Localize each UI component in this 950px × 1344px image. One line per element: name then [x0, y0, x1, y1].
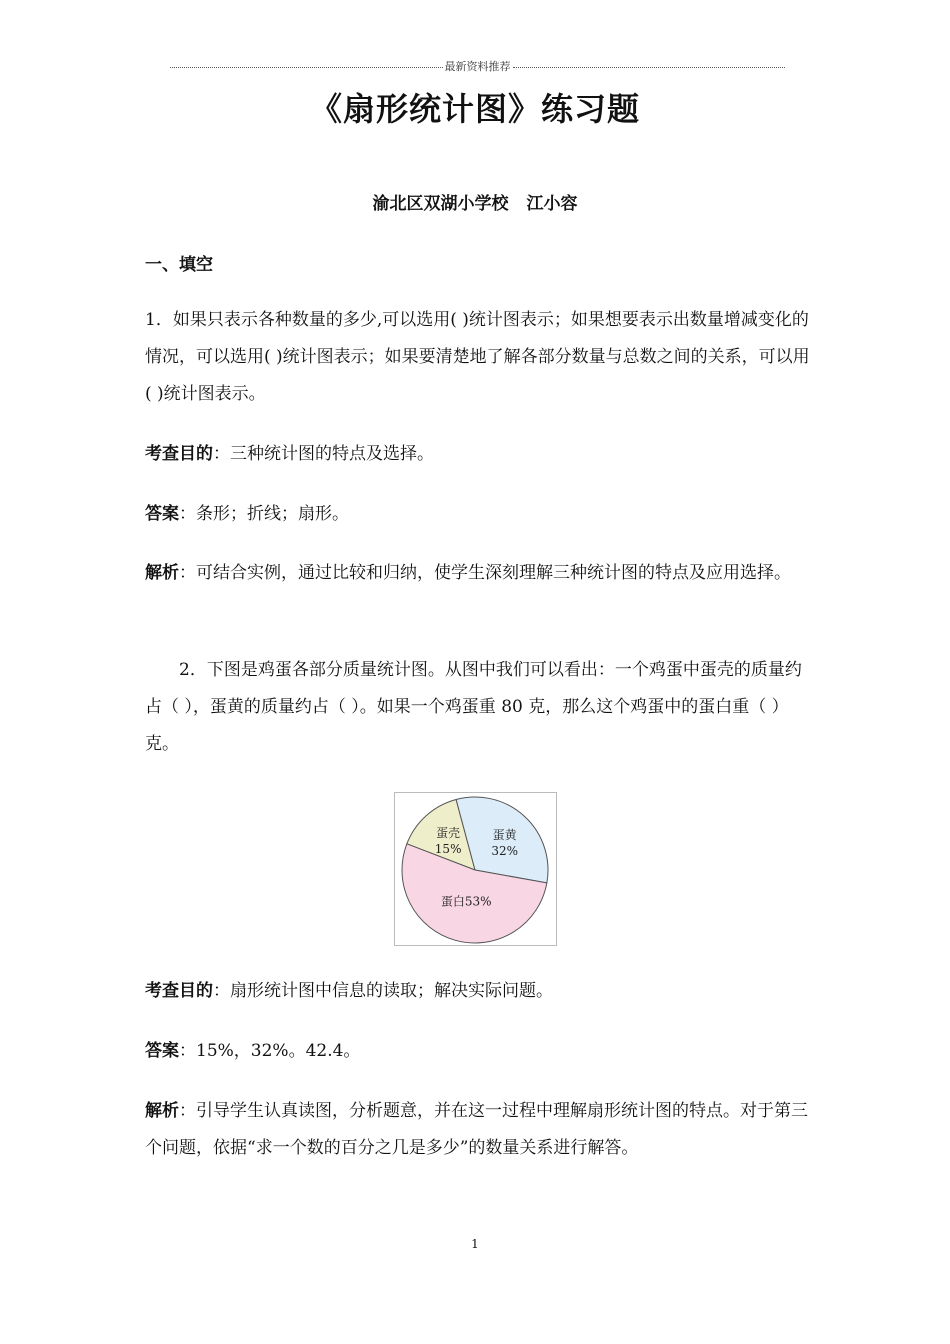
q2-answer — [145, 1033, 810, 1070]
pie-label-value-1: 15% — [434, 842, 462, 857]
q1-analysis-label: 解析 — [145, 563, 179, 583]
q1-answer — [145, 496, 810, 533]
author-line — [0, 189, 950, 214]
header-dots-left — [170, 67, 443, 68]
q2-answer-label: 答案 — [145, 1041, 179, 1061]
header-text: 最新资料推荐 — [444, 60, 511, 73]
pie-label-value-2: 32% — [491, 844, 519, 859]
pie-svg — [395, 793, 556, 945]
q2-answer-text: ：15%，32%。42.4。 — [179, 1041, 361, 1061]
q2-purpose-text: ：扇形统计图中信息的读取；解决实际问题。 — [213, 981, 553, 1001]
question-1: 1．如果只表示各种数量的多少,可以选用( )统计图表示；如果想要表示出数量增减变化的情况，可以选用( )统计图表示；如果要清楚地了解各部分数量与总数之间的关系，可以用( )统计图表示。 — [145, 310, 810, 404]
q2-analysis — [145, 1093, 810, 1167]
q1-purpose-text: ：三种统计图的特点及选择。 — [213, 444, 434, 464]
q2-analysis-label: 解析 — [145, 1101, 179, 1121]
q2-purpose — [145, 973, 810, 1010]
pie-label-name-1: 蛋壳 — [436, 826, 461, 841]
question-2: 2．下图是鸡蛋各部分质量统计图。从图中我们可以看出：一个鸡蛋中蛋壳的质量约占（ ），蛋黄的质量约占（ ）。如果一个鸡蛋重 80 克，那么这个鸡蛋中的蛋白重（ ）克。 — [145, 660, 802, 754]
author-name: 江小容 — [526, 194, 578, 214]
q2-analysis-text: ：引导学生认真读图，分析题意，并在这一过程中理解扇形统计图的特点。对于第三个问题，依据“求一个数的百分之几是多少”的数量关系进行解答。 — [145, 1101, 808, 1158]
page-number: 1 — [471, 1237, 479, 1251]
q1-analysis — [145, 555, 810, 592]
egg-pie-chart — [394, 792, 557, 946]
q1-answer-label: 答案 — [145, 504, 179, 524]
section-heading: 一、填空 — [145, 255, 213, 275]
q2-purpose-label: 考查目的 — [145, 981, 213, 1001]
page-header — [170, 57, 785, 75]
pie-label-name-2: 蛋黄 — [492, 828, 517, 843]
q1-purpose-label: 考查目的 — [145, 444, 213, 464]
author-school: 渝北区双湖小学校 — [372, 194, 509, 214]
q1-answer-text: ：条形；折线；扇形。 — [179, 504, 349, 524]
header-dots-right — [513, 67, 786, 68]
q1-analysis-text: ：可结合实例，通过比较和归纳，使学生深刻理解三种统计图的特点及应用选择。 — [179, 563, 791, 583]
pie-label-3: 蛋白53% — [440, 894, 492, 909]
document-title: 《扇形统计图》练习题 — [309, 90, 640, 128]
q1-purpose — [145, 436, 810, 473]
